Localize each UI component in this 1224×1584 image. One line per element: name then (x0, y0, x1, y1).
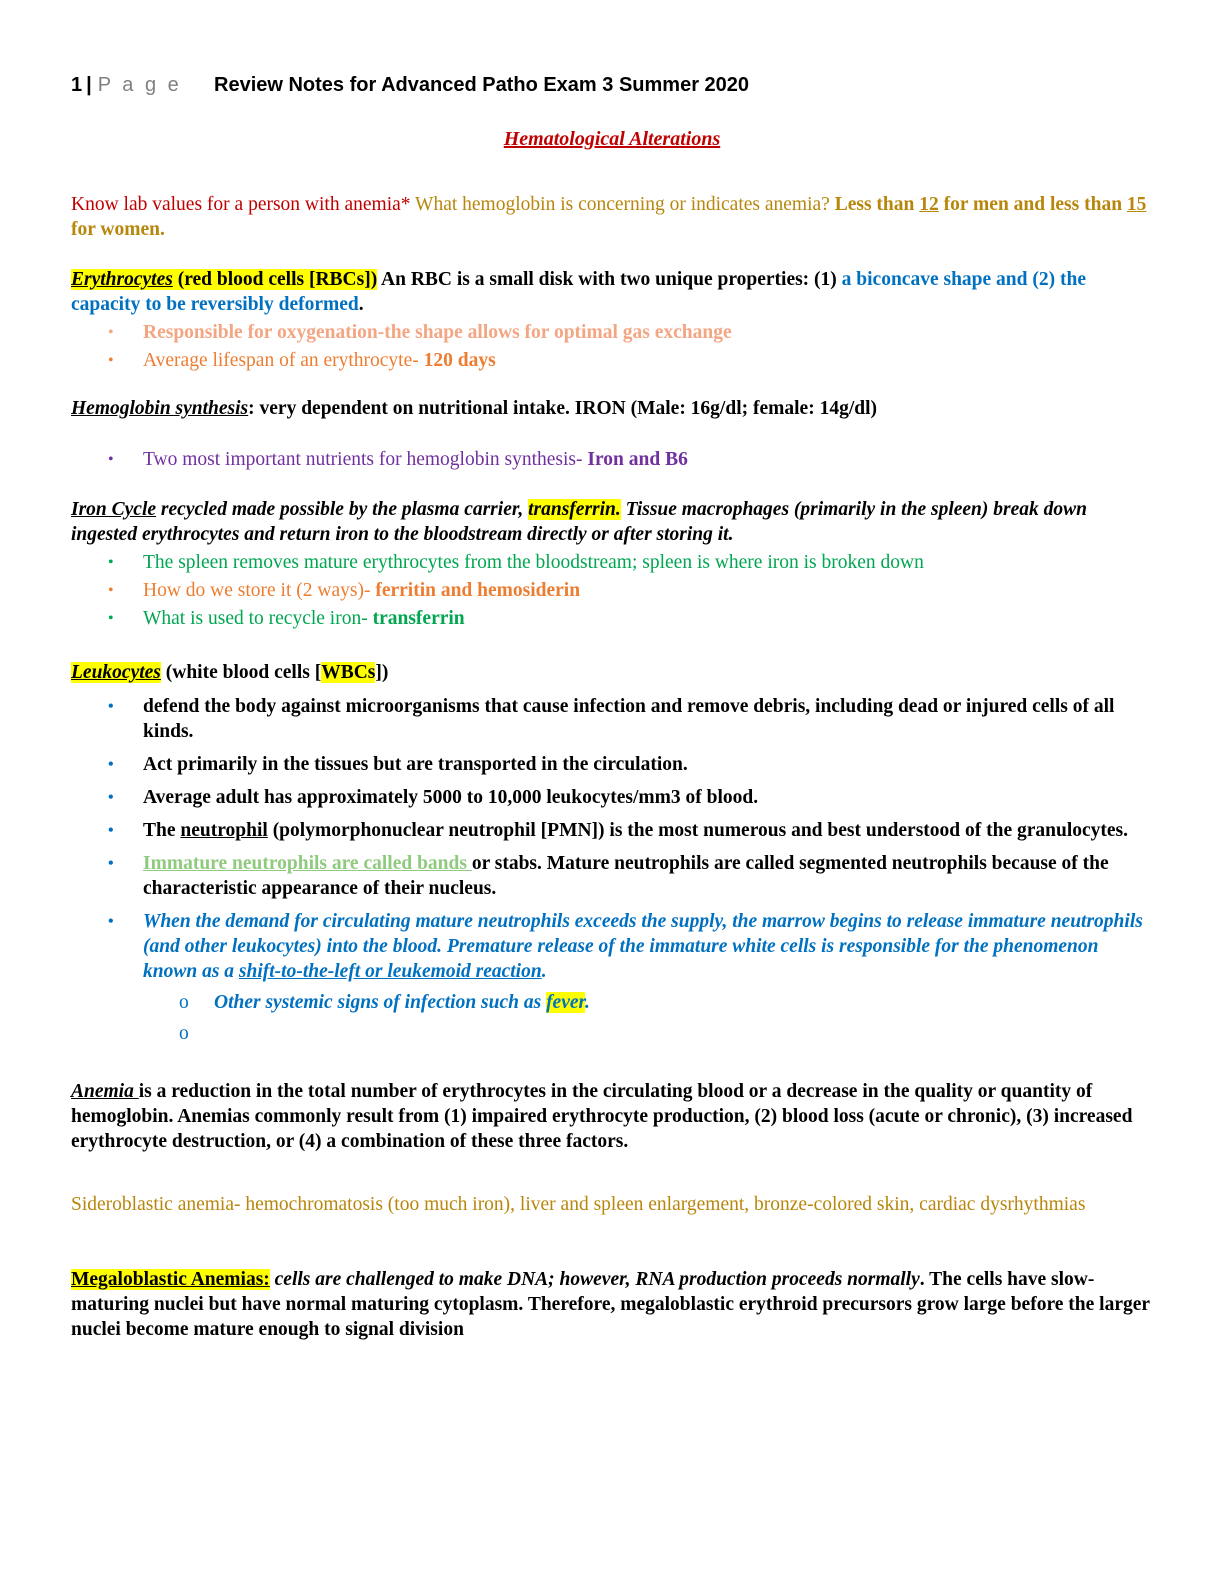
hemoglobin-bullet-text: Two most important nutrients for hemoglobin synthesis- (143, 449, 588, 470)
iron-cycle-text: Tissue macrophages (primarily in the spleen) break down ingested erythrocytes and return iron to the bloodstream directly or after storing it. (71, 499, 1087, 545)
hemoglobin-term: Hemoglobin synthesis (71, 398, 249, 419)
erythrocyte-bullet-text: Average lifespan of an erythrocyte- (143, 350, 424, 371)
list-item (71, 909, 1151, 984)
leukocyte-bullet-text: (polymorphonuclear neutrophil [PMN]) is the most numerous and best understood of the granulocytes. (267, 820, 1129, 841)
iron-cycle-bullet-text: How do we store it (2 ways)- (143, 580, 376, 601)
leukocyte-bullet-text: When the demand for circulating mature neutrophils exceeds the supply, the marrow begins to release immature neutrophils (and other leukocytes) into the blood. Premature release of the immature white cells is responsible for the phenomenon known as a (143, 911, 1143, 982)
bullet-icon: • (108, 913, 114, 930)
sideroblastic-paragraph (71, 1192, 1151, 1217)
list-item (71, 818, 1151, 843)
anemia-lab-question: What hemoglobin is concerning or indicates anemia? (410, 194, 835, 215)
wbc-highlight: WBCs (321, 662, 376, 683)
megaloblastic-italic: cells are challenged to make DNA; however, RNA production proceeds normally (269, 1269, 920, 1290)
bullet-icon: • (108, 582, 114, 599)
leukocyte-bullet-text: defend the body against microorganisms that cause infection and remove debris, including dead or injured cells of all kinds. (143, 696, 1115, 742)
bands-definition: Immature neutrophils are called bands (143, 853, 472, 874)
list-item (71, 752, 1151, 777)
header-separator: | (86, 74, 92, 96)
hemoglobin-nutrients: Iron and B6 (587, 449, 688, 470)
list-item (71, 447, 1151, 472)
iron-cycle-bullet-text: The spleen removes mature erythrocytes from the bloodstream; spleen is where iron is broken down (143, 552, 924, 573)
list-item (71, 347, 1151, 375)
page-word: P a g e (97, 74, 182, 96)
anemia-answer-part: for women. (71, 219, 165, 240)
iron-cycle-text: recycled made possible by the plasma carrier, (156, 499, 529, 520)
megaloblastic-paragraph (71, 1267, 1151, 1342)
iron-recycler: transferrin (372, 608, 465, 629)
sideroblastic-text: Sideroblastic anemia- hemochromatosis (too much iron), liver and spleen enlargement, bronze-colored skin, cardiac dysrhythmias (71, 1194, 1086, 1215)
bullet-icon: • (108, 610, 114, 627)
anemia-lab-intro: Know lab values for a person with anemia* (71, 194, 411, 215)
hemoglobin-bullet-list (71, 447, 1151, 472)
erythrocytes-properties: a biconcave shape and (2) the capacity to be reversibly deformed (71, 269, 1086, 315)
megaloblastic-term: Megaloblastic Anemias: (71, 1269, 270, 1290)
leukocytes-term: Leukocytes (71, 662, 161, 683)
anemia-answer-part: Less than (834, 194, 920, 215)
bullet-icon: • (108, 756, 114, 773)
erythrocytes-paren: (red blood cells [RBCs]) (172, 269, 378, 290)
bullet-icon: • (108, 789, 114, 806)
erythrocytes-text: An RBC is a small disk with two unique properties: (1) (377, 269, 842, 290)
shift-to-left-term: shift-to-the-left or leukemoid reaction (238, 961, 542, 982)
neutrophil-term: neutrophil (180, 820, 268, 841)
sub-bullet-text: Other systemic signs of infection such as (214, 992, 547, 1013)
hemoglobin-synthesis-paragraph (71, 396, 1151, 421)
women-hemoglobin-value: 15 (1126, 194, 1147, 215)
section-title: Hematological Alterations (503, 128, 721, 150)
iron-cycle-bullet-text: What is used to recycle iron- (143, 608, 373, 629)
erythrocyte-lifespan: 120 days (423, 350, 496, 371)
list-item (71, 785, 1151, 810)
erythrocytes-term: Erythrocytes (71, 269, 173, 290)
page-header (71, 74, 750, 97)
circle-bullet-icon: o (179, 1023, 189, 1044)
bullet-icon: • (108, 352, 114, 369)
list-item (71, 549, 1151, 577)
leukocyte-bullet-text: Act primarily in the tissues but are transported in the circulation. (143, 754, 688, 775)
leukocytes-paren: ]) (375, 662, 389, 683)
bullet-icon: • (108, 451, 114, 468)
leukocyte-bullet-text: The (143, 820, 181, 841)
iron-cycle-section (71, 497, 1151, 633)
erythrocyte-bullet-text: Responsible for oxygenation-the shape allows for optimal gas exchange (143, 322, 732, 343)
anemia-text: is a reduction in the total number of erythrocytes in the circulating blood or a decrease in the quality or quantity of hemoglobin. Anemias commonly result from (1) impaired erythrocyte production, (2) blood loss (acute or chronic), (3) increased erythrocyte destruction, or (4) a combination of these three factors. (71, 1081, 1133, 1152)
list-item (71, 319, 1151, 347)
sub-list-item (71, 1021, 1151, 1046)
men-hemoglobin-value: 12 (919, 194, 939, 215)
megaloblastic-text: . The cells have slow-maturing nuclei but have normal maturing cytoplasm. Therefore, megaloblastic erythroid precursors grow large before the larger nuclei become mature enough to signal division (71, 1269, 1150, 1340)
anemia-lab-values-paragraph (71, 192, 1151, 242)
list-item (71, 694, 1151, 744)
bullet-icon: • (108, 324, 114, 341)
sub-bullet-end: . (585, 992, 590, 1013)
erythrocytes-section (71, 267, 1151, 375)
leukocyte-bullet-end: . (541, 961, 547, 982)
hemoglobin-text: : very dependent on nutritional intake. IRON (Male: 16g/dl; female: 14g/dl) (248, 398, 877, 419)
leukocytes-paren: (white blood cells [ (160, 662, 322, 683)
circle-bullet-icon: o (179, 992, 189, 1013)
sub-list-item (71, 990, 1151, 1015)
iron-cycle-term: Iron Cycle (71, 499, 157, 520)
anemia-paragraph (71, 1079, 1151, 1154)
leukocytes-section (71, 660, 1151, 1046)
transferrin-highlight: transferrin. (528, 499, 621, 520)
section-title-wrap (0, 128, 1224, 151)
anemia-answer-part: for men and less than (938, 194, 1127, 215)
list-item (71, 605, 1151, 633)
bullet-icon: • (108, 554, 114, 571)
anemia-term: Anemia (71, 1081, 139, 1102)
fever-highlight: fever (546, 992, 586, 1013)
page-number: 1 (71, 74, 83, 96)
list-item (71, 577, 1151, 605)
erythrocytes-period: . (358, 294, 364, 315)
document-title: Review Notes for Advanced Patho Exam 3 Summer 2020 (214, 74, 750, 96)
iron-storage-forms: ferritin and hemosiderin (375, 580, 581, 601)
bullet-icon: • (108, 855, 114, 872)
bullet-icon: • (108, 822, 114, 839)
leukocyte-bullet-text: or stabs. Mature neutrophils are called segmented neutrophils because of the characteristic appearance of their nucleus. (143, 853, 1109, 899)
list-item (71, 851, 1151, 901)
leukocyte-bullet-text: Average adult has approximately 5000 to 10,000 leukocytes/mm3 of blood. (143, 787, 759, 808)
bullet-icon: • (108, 698, 114, 715)
